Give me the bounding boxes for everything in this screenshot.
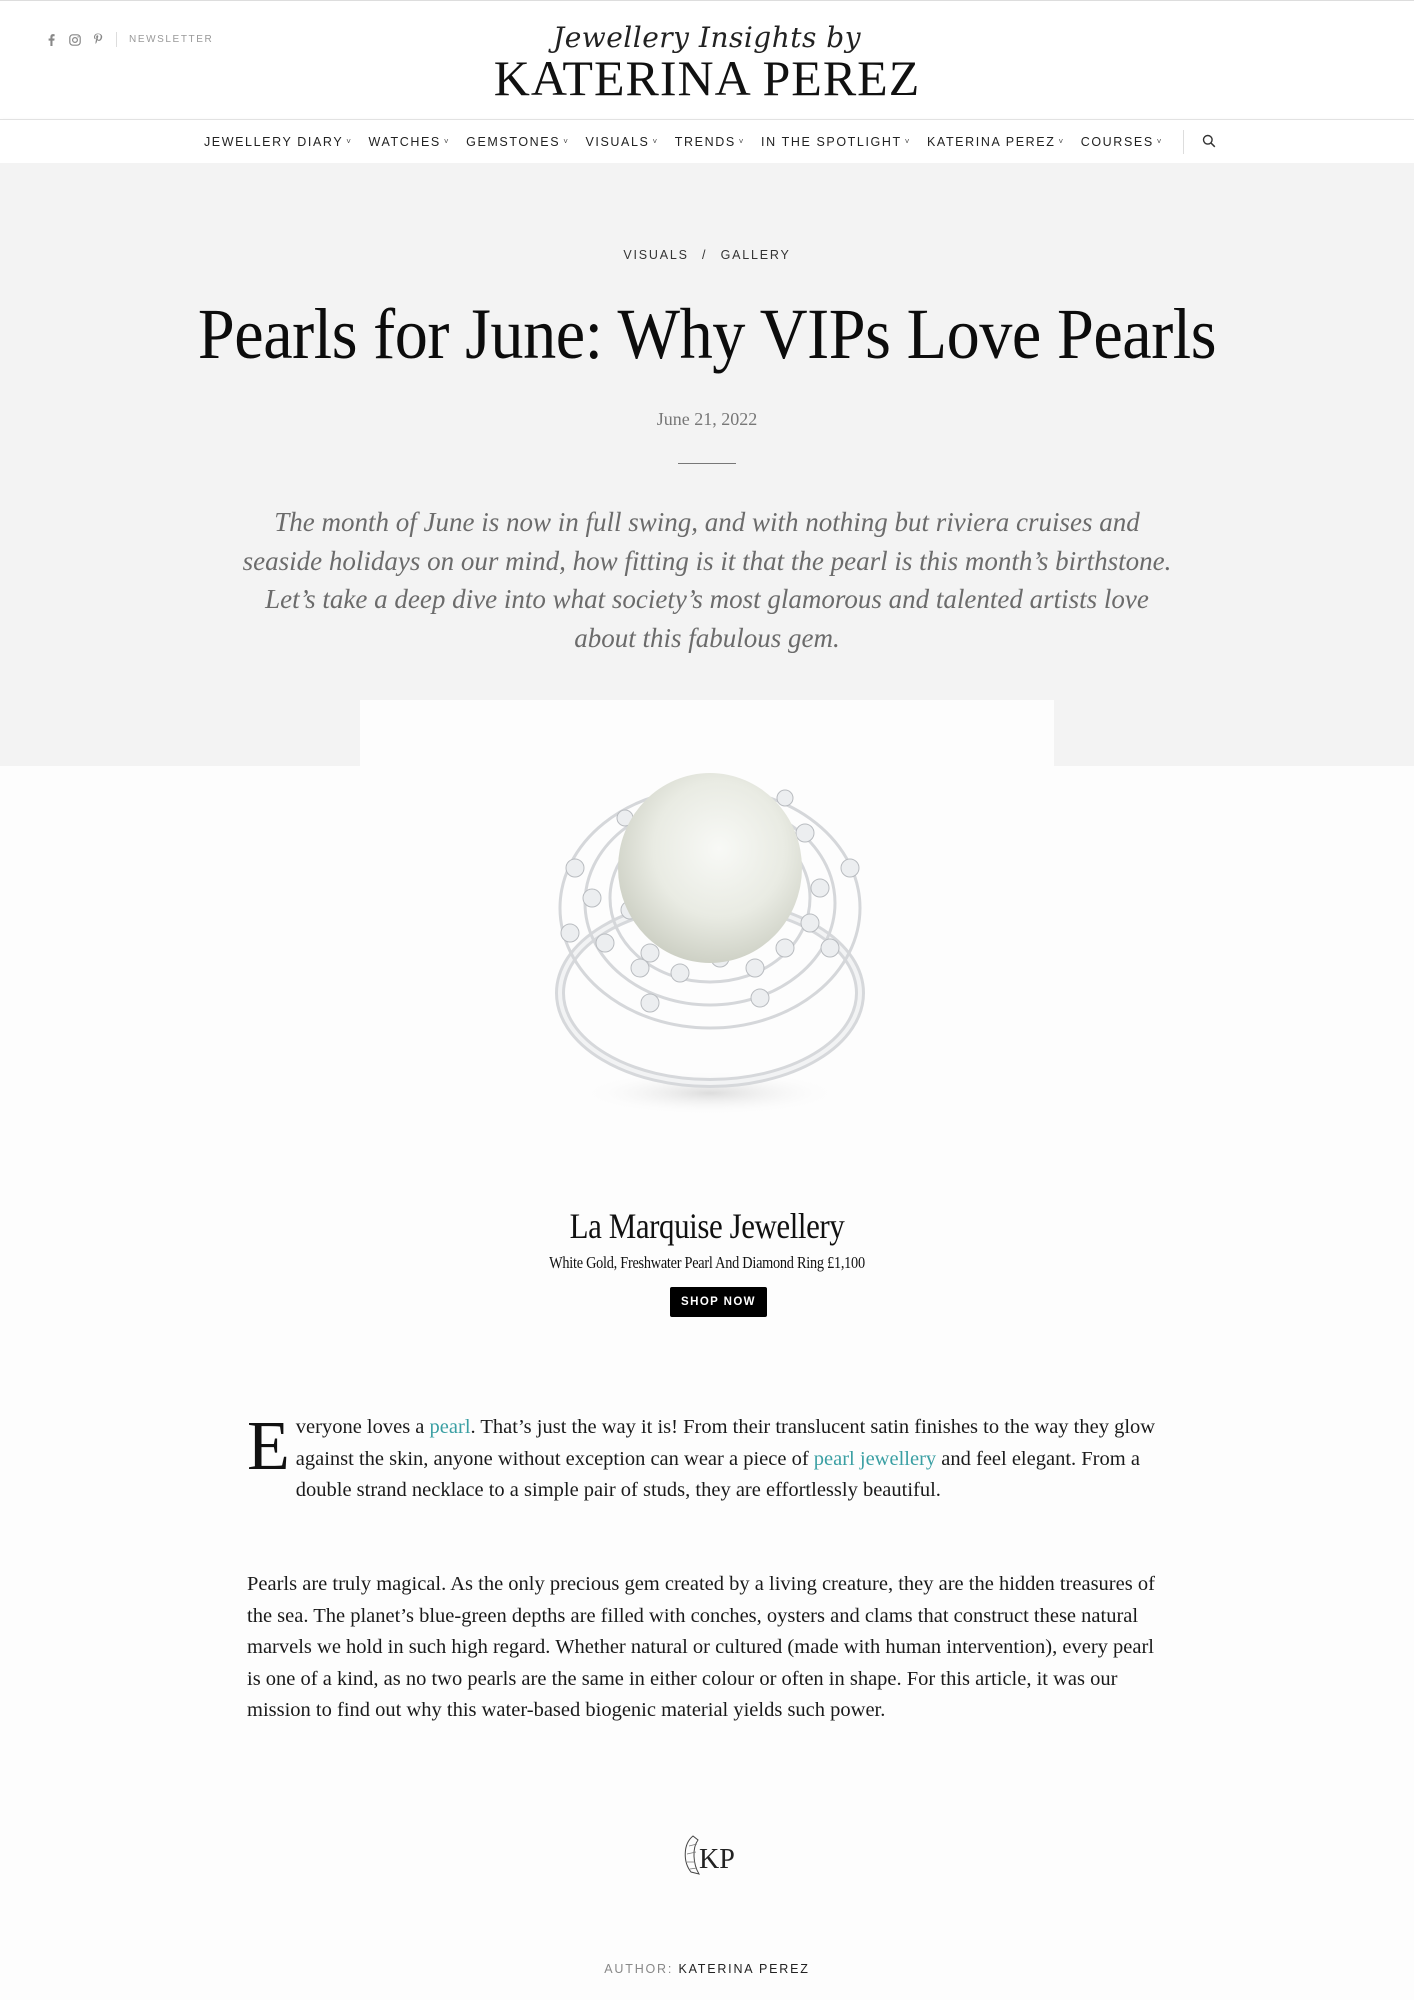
breadcrumb-gallery[interactable]: GALLERY (720, 248, 791, 262)
newsletter-link[interactable]: NEWSLETTER (129, 34, 214, 45)
nav-item-katerina-perez[interactable] (927, 135, 1065, 149)
nav-item-in-the-spotlight[interactable] (761, 135, 911, 149)
nav-divider (1183, 130, 1184, 154)
article-paragraph-1 (247, 1408, 1167, 1507)
logo-tagline: Jewellery Insights by (552, 21, 862, 54)
site-logo[interactable] (0, 21, 1414, 106)
paragraph-text: . That’s just the way it is! From their translucent satin finishes to the way they glow against the skin, anyone without exception can wear a piece of (295, 1416, 1156, 1470)
nav-label: COURSES (1080, 134, 1154, 149)
paragraph-text: and feel elegant. From a double strand necklace to a simple pair of studs, they are effortlessly beautiful. (295, 1447, 1140, 1501)
search-icon[interactable] (1202, 134, 1218, 150)
main-nav (0, 119, 1414, 163)
nav-item-jewellery-diary[interactable] (204, 135, 353, 149)
svg-text:KP: KP (699, 1844, 735, 1875)
article-paragraph-2: Pearls are truly magical. As the only precious gem created by a living creature, they are the hidden treasures of the sea. The planet’s blue-green depths are filled with conches, oysters and clams that construct these natural marvels we hold in such high regard. Whether natural or cultured (made with human intervention), every pearl is one of a kind, as no two pearls are the same in either colour or often in shape. For this article, it was our mission to find out why this water-based biogenic material yields such power. (247, 1573, 1155, 1721)
drop-cap: E (247, 1408, 290, 1485)
pearl-jewellery-link[interactable]: pearl jewellery (813, 1447, 937, 1470)
chevron-down-icon: ˅ (738, 137, 746, 146)
chevron-down-icon: ˅ (346, 137, 353, 146)
nav-label: GEMSTONES (466, 134, 561, 149)
pearl-ring-image[interactable] (530, 748, 890, 1128)
nav-label: IN THE SPOTLIGHT (761, 134, 902, 149)
nav-item-gemstones[interactable] (466, 135, 569, 149)
chevron-down-icon: ˅ (904, 137, 911, 146)
nav-item-courses[interactable] (1081, 135, 1163, 149)
product-card (360, 700, 1054, 1365)
product-description: White Gold, Freshwater Pearl And Diamond Ring £1,100 (549, 1253, 865, 1272)
shop-now-button[interactable]: SHOP NOW (670, 1287, 767, 1317)
site-header (0, 1, 1414, 119)
breadcrumb-separator: / (702, 248, 708, 262)
publish-date: June 21, 2022 (656, 409, 758, 429)
paragraph-text: veryone loves a (295, 1416, 430, 1438)
nav-label: JEWELLERY DIARY (203, 134, 344, 149)
nav-item-visuals[interactable] (585, 135, 658, 149)
article-hero (0, 163, 1414, 766)
nav-label: KATERINA PEREZ (927, 134, 1056, 149)
nav-item-trends[interactable] (675, 135, 745, 149)
product-brand[interactable]: La Marquise Jewellery (569, 1206, 845, 1246)
breadcrumb (0, 248, 1414, 262)
pearl-link[interactable]: pearl (429, 1416, 471, 1438)
logo-wordmark: KATERINA PEREZ (493, 50, 921, 106)
author-byline (0, 1962, 1414, 1976)
chevron-down-icon: ˅ (443, 137, 451, 146)
chevron-down-icon: ˅ (563, 137, 570, 146)
article-lede: The month of June is now in full swing, and with nothing but riviera cruises and seaside holidays on our mind, how fitting is it that the pearl is this month’s birthstone. Let’s take a deep dive into what society’s most glamorous and talented artists love about this fabulous gem. (242, 507, 1172, 653)
author-label: AUTHOR: (604, 1962, 674, 1976)
chevron-down-icon: ˅ (652, 137, 659, 146)
author-name-link[interactable]: KATERINA PEREZ (678, 1962, 810, 1976)
chevron-down-icon: ˅ (1156, 137, 1164, 146)
chevron-down-icon: ˅ (1058, 137, 1065, 146)
page-title: Pearls for June: Why VIPs Love Pearls (197, 294, 1217, 374)
divider (678, 463, 736, 464)
breadcrumb-visuals[interactable]: VISUALS (623, 248, 689, 262)
nav-item-watches[interactable] (369, 135, 451, 149)
kp-monogram-icon (679, 1832, 739, 1878)
nav-label: TRENDS (674, 134, 736, 149)
nav-label: WATCHES (368, 134, 441, 149)
nav-label: VISUALS (585, 134, 650, 149)
